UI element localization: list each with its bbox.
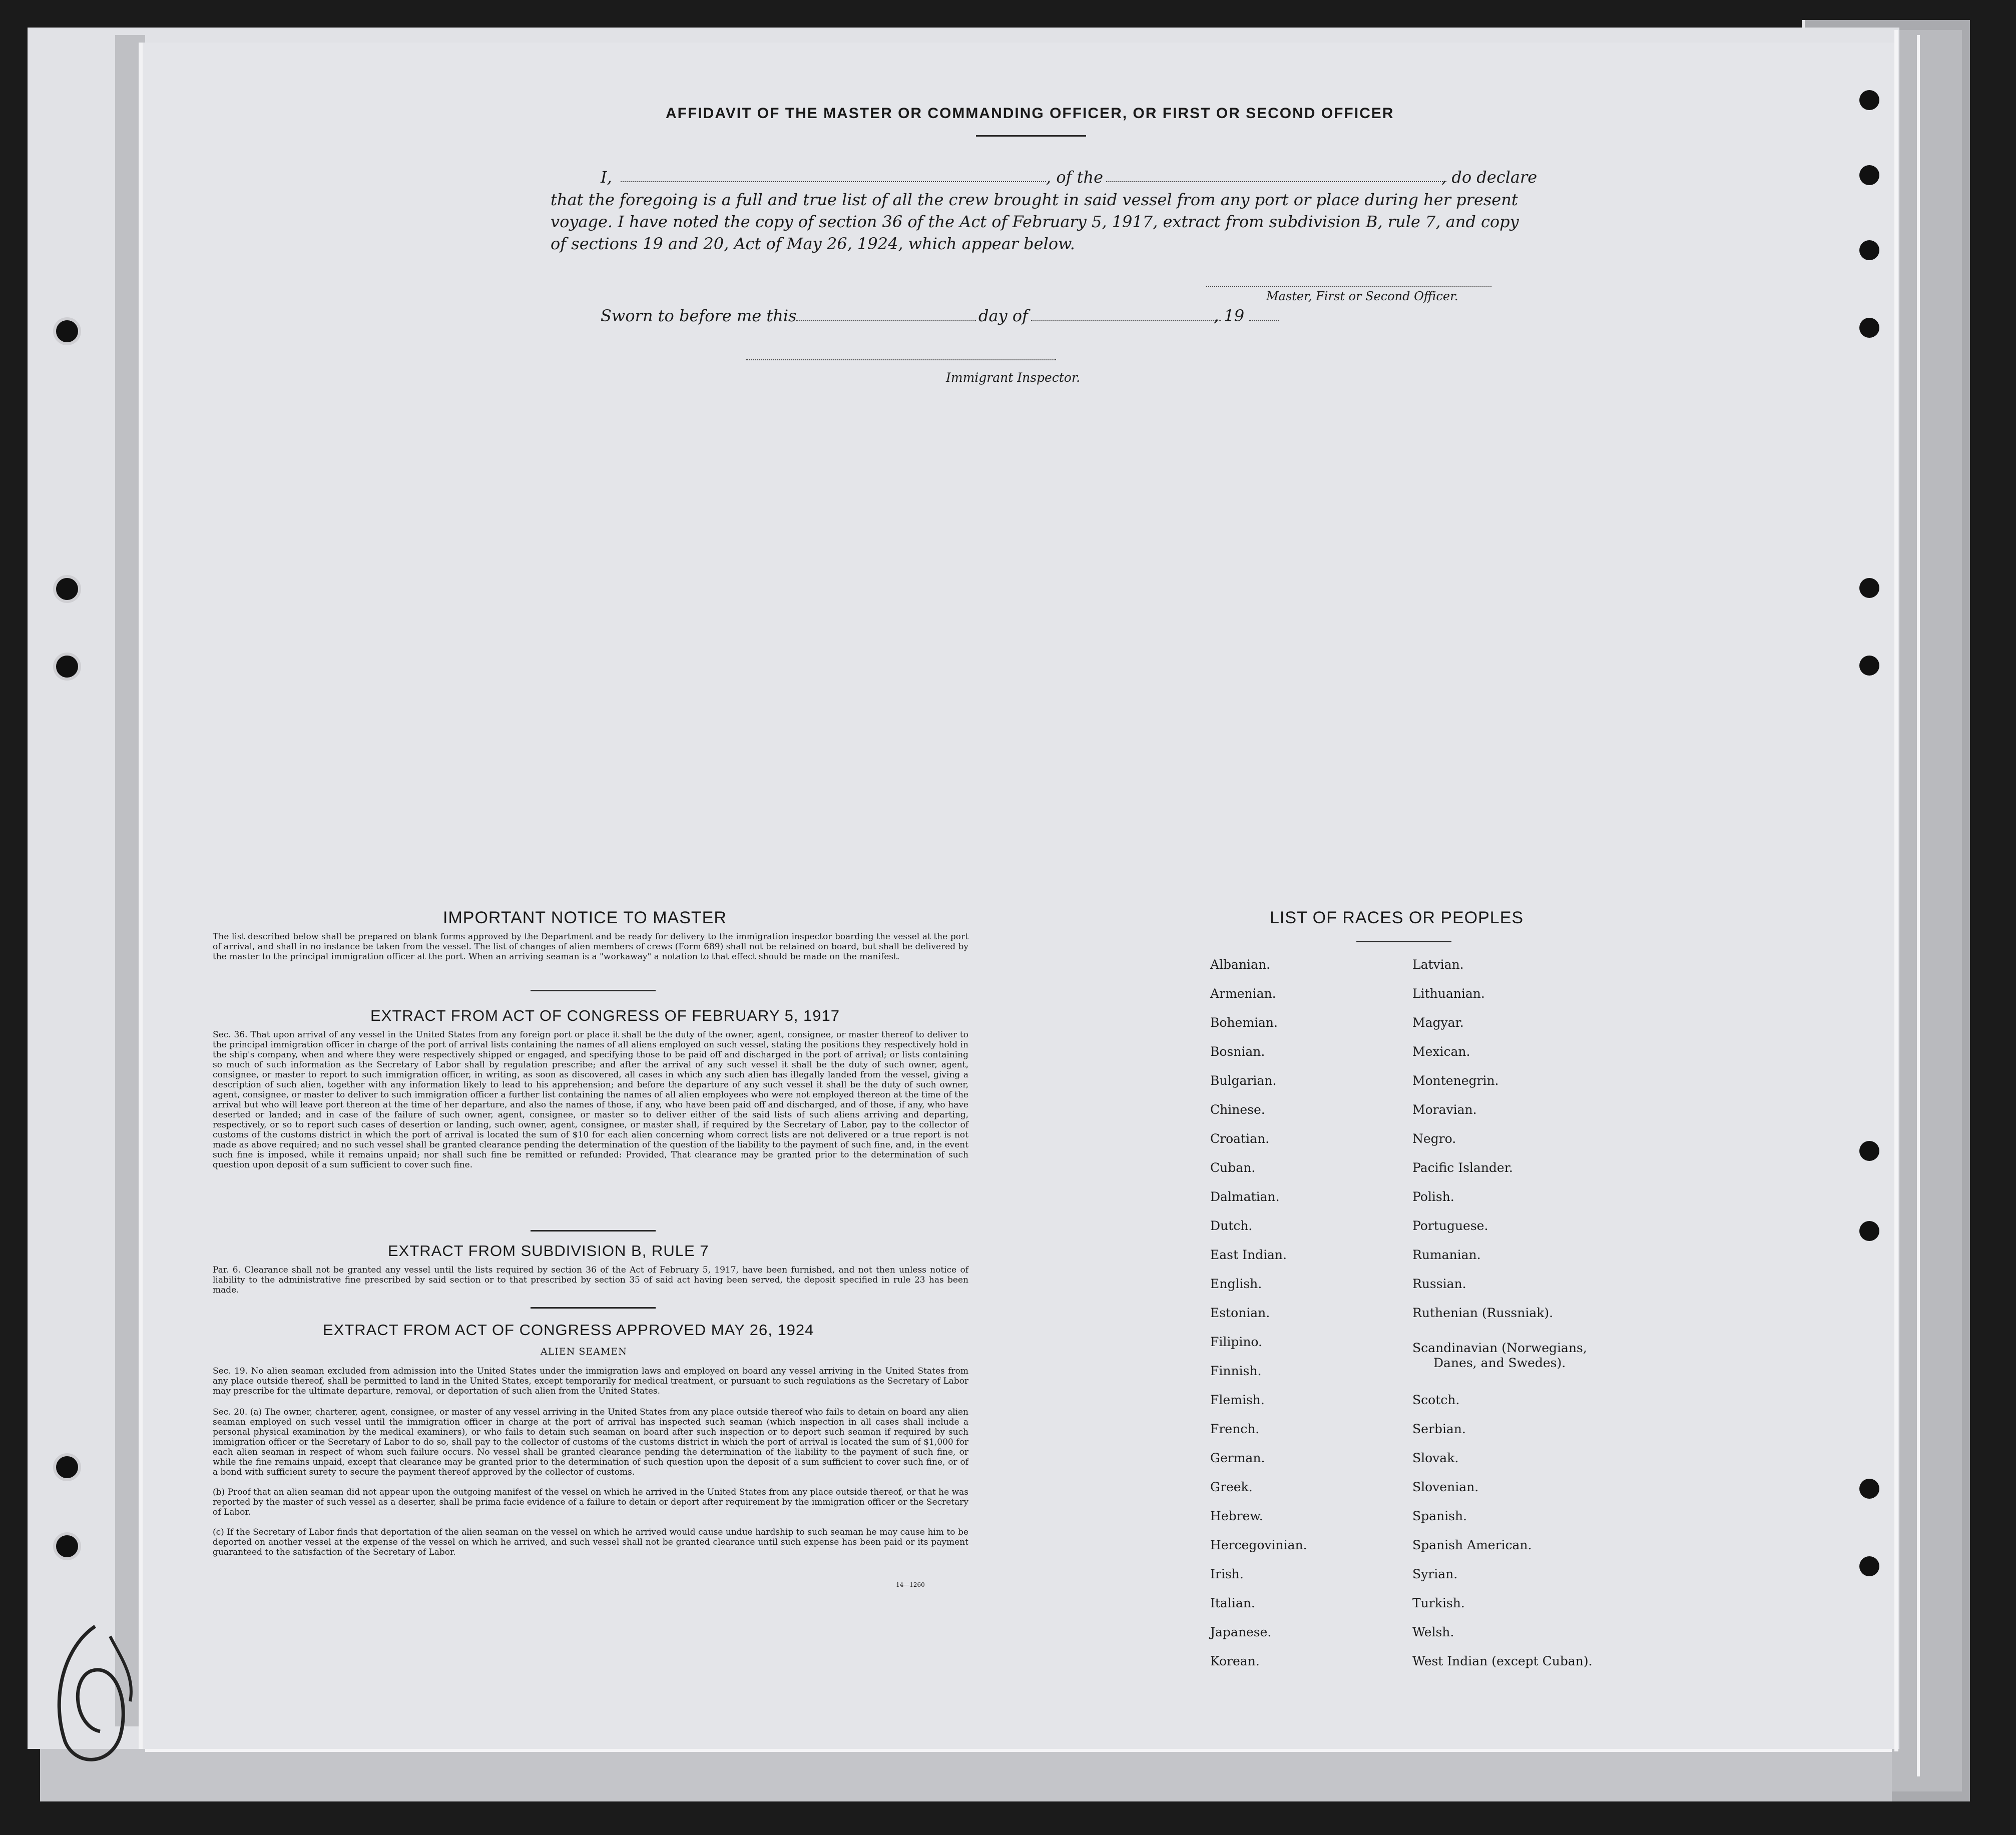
race-right-item: Magyar. [1412, 1015, 1464, 1030]
binding-shadow [115, 35, 145, 1726]
notice-title: IMPORTANT NOTICE TO MASTER [443, 908, 727, 927]
binder-hole [1859, 165, 1879, 185]
race-left-item: East Indian. [1210, 1248, 1287, 1262]
binder-hole [56, 578, 78, 600]
sworn-month-field[interactable] [1031, 320, 1221, 321]
sworn-label: Sworn to before me this [601, 306, 797, 325]
race-right-item: Serbian. [1412, 1422, 1466, 1436]
race-right-item: Slovak. [1412, 1451, 1459, 1465]
section-divider [531, 1230, 656, 1232]
declaration-line-4: of sections 19 and 20, Act of May 26, 1924, which appear below. [551, 234, 1075, 253]
extract-1924-title: EXTRACT FROM ACT OF CONGRESS APPROVED MAY 26, 1924 [323, 1321, 814, 1339]
race-right-item: Montenegrin. [1412, 1073, 1499, 1088]
binder-hole [56, 1456, 78, 1478]
binder-hole [56, 320, 78, 342]
race-right-item: Spanish American. [1412, 1538, 1532, 1552]
declare-i-label: I, [601, 168, 612, 187]
race-left-item: Armenian. [1210, 986, 1276, 1001]
race-right-item: Mexican. [1412, 1044, 1470, 1059]
notice-text: The list described below shall be prepared on blank forms approved by the Department and be ready for delivery to the immigration inspector boarding the vessel at the port of arrival, and shall in no instance be taken from the vessel. The list of changes of alien members of crews (Form 689) shall not be retained on board, but shall be delivered by the master to the principal immigration officer at the port. When an arriving seaman is a "workaway" a notation to that effect should be made on the manifest. [213, 932, 968, 962]
race-right-item: Negro. [1412, 1131, 1456, 1146]
do-declare-label: , do declare [1441, 168, 1538, 187]
race-right-item: Welsh. [1412, 1625, 1454, 1639]
race-right-item: Portuguese. [1412, 1218, 1488, 1233]
race-left-item: French. [1210, 1422, 1260, 1436]
day-of-label: day of [978, 306, 1028, 325]
sec-20a-text: Sec. 20. (a) The owner, charterer, agent, consignee, or master of any vessel arriving in the United States from any place outside thereof who fails to detain on board any alien seaman employed on such vessel until the immigration officer in charge at the port of arrival has inspected such seaman (which inspection in all cases shall include a personal physical examination by the medical examiners), or who fails to detain such seaman on board after such inspection or to deport such seaman if required by such immigration officer or the Secretary of Labor to do so, shall pay to the collector of customs of the customs district in which the port of arrival is located the sum of $1,000 for each alien seaman in respect of whom such failure occurs. No vessel shall be granted clearance pending the determination of the liability to the payment of such fine, or while the fine remains unpaid, except that clearance may be granted prior to the determination of such question upon the deposit of a sum sufficient to cover such fine, or of a bond with sufficient surety to secure the payment thereof approved by the collector of customs. [213, 1407, 968, 1477]
race-left-item: Italian. [1210, 1596, 1255, 1610]
page-edge-stripe [1917, 35, 1920, 1776]
race-left-item: Hercegovinian. [1210, 1538, 1307, 1552]
extract-rule7-text: Par. 6. Clearance shall not be granted any vessel until the lists required by section 36 of the Act of February 5, 1917, have been furnished, and not then unless notice of liability to the administrative fine prescribed by said section or to that prescribed by section 35 of said act having been served, the deposit specified in rule 23 has been made. [213, 1265, 968, 1295]
race-right-item: Syrian. [1412, 1567, 1458, 1581]
race-right-item: Spanish. [1412, 1509, 1467, 1523]
binder-hole [56, 656, 78, 678]
race-right-item: Turkish. [1412, 1596, 1465, 1610]
binder-hole [1859, 1141, 1879, 1161]
race-right-item: Lithuanian. [1412, 986, 1485, 1001]
handwritten-mark [35, 1616, 150, 1776]
section-divider [531, 990, 656, 991]
year-label: , 19 [1214, 306, 1245, 325]
race-left-item: Croatian. [1210, 1131, 1270, 1146]
title-underline [976, 135, 1086, 137]
sworn-day-field[interactable] [796, 320, 976, 321]
sworn-year-field[interactable] [1249, 320, 1279, 321]
extract-1917-title: EXTRACT FROM ACT OF CONGRESS OF FEBRUARY 5, 1917 [370, 1007, 840, 1024]
binder-hole [1859, 90, 1879, 110]
binder-hole [1859, 578, 1879, 598]
race-left-item: Bulgarian. [1210, 1073, 1277, 1088]
page-edge-stripe [1894, 30, 1898, 1751]
binder-hole [56, 1535, 78, 1557]
sec-20c-text: (c) If the Secretary of Labor finds that deportation of the alien seaman on the vessel on which he arrived would cause undue hardship to such seaman he may cause him to be deported on another vessel at the expense of the vessel on which he arrived, and such vessel shall not be granted clearance until such expense has been paid or its payment guaranteed to the satisfaction of the Secretary of Labor. [213, 1527, 968, 1557]
declaration-line-3: voyage. I have noted the copy of section 36 of the Act of February 5, 1917, extract from subdivision B, rule 7, and copy [551, 212, 1519, 231]
race-left-item: Cuban. [1210, 1160, 1256, 1175]
race-left-item: Albanian. [1210, 957, 1271, 972]
race-right-item: Ruthenian (Russniak). [1412, 1306, 1554, 1320]
extract-rule7-title: EXTRACT FROM SUBDIVISION B, RULE 7 [388, 1242, 709, 1260]
inspector-signature-line[interactable] [746, 359, 1056, 360]
race-left-item: Irish. [1210, 1567, 1244, 1581]
races-title: LIST OF RACES OR PEOPLES [1270, 908, 1524, 927]
sec-19-text: Sec. 19. No alien seaman excluded from admission into the United States under the immigration laws and employed on board any vessel arriving in the United States from any place outside thereof, shall be permitted to land in the United States, except temporarily for medical treatment, or pursuant to such regulations as the Secretary of Labor may prescribe for the ultimate departure, removal, or deportation of such alien from the United States. [213, 1366, 968, 1396]
declaration-line-2: that the foregoing is a full and true list of all the crew brought in said vessel from any port or place during her present [551, 190, 1518, 209]
master-signature-line[interactable] [1206, 286, 1491, 287]
affidavit-title: AFFIDAVIT OF THE MASTER OR COMMANDING OFFICER, OR FIRST OR SECOND OFFICER [666, 105, 1394, 122]
vessel-blank-field[interactable] [1106, 181, 1446, 182]
race-left-item: German. [1210, 1451, 1265, 1465]
race-left-item: Dalmatian. [1210, 1189, 1280, 1204]
sec-20b-text: (b) Proof that an alien seaman did not appear upon the outgoing manifest of the vessel on which he arrived in the United States from any place outside thereof, or that he was reported by the master of such vessel as a deserter, shall be prima facie evidence of a failure to detain or deport after requirement by the immigration officer or the Secretary of Labor. [213, 1487, 969, 1517]
race-right-item: Moravian. [1412, 1102, 1477, 1117]
binder-hole [1859, 318, 1879, 338]
race-right-item: Danes, and Swedes). [1433, 1356, 1566, 1370]
section-divider [531, 1307, 656, 1309]
race-left-item: Flemish. [1210, 1393, 1265, 1407]
race-left-item: Dutch. [1210, 1218, 1253, 1233]
race-left-item: English. [1210, 1277, 1262, 1291]
binder-hole [1859, 656, 1879, 676]
name-blank-field[interactable] [621, 181, 1046, 182]
binder-hole [1859, 240, 1879, 260]
binder-hole [1859, 1479, 1879, 1499]
race-left-item: Filipino. [1210, 1335, 1262, 1349]
page-edge-stripe [145, 1749, 1892, 1752]
race-right-item: Scotch. [1412, 1393, 1460, 1407]
race-left-item: Bohemian. [1210, 1015, 1278, 1030]
race-left-item: Estonian. [1210, 1306, 1270, 1320]
extract-1917-text: Sec. 36. That upon arrival of any vessel in the United States from any foreign port or place it shall be the duty of the owner, agent, consignee, or master thereof to deliver to the principal immigration officer in charge of the port of arrival lists containing the names of all aliens employed on such vessel, stating the positions they respectively hold in the ship's company, when and where they were respectively shipped or engaged, and specifying those to be paid off and discharged in the port of arrival; or lists containing so much of such information as the Secretary of Labor shall by regulation prescribe; and after the arrival of any such vessel it shall be the duty of such owner, agent, consignee, or master to report to such immigration officer, in writing, as soon as discovered, all cases in which any such alien has illegally landed from the vessel, giving a description of such alien, together with any information likely to lead to his apprehension; and before the departure of any such vessel it shall be the duty of such owner, agent, consignee, or master to deliver to such immigration officer a further list containing the names of all alien employees who were not employed thereon at the time of the arrival but who will leave port thereon at the time of her departure, and also the names of those, if any, who have been paid off and discharged, and of those, if any, who have deserted or landed; and in case of the failure of such owner, agent, consignee, or master so to deliver either of the said lists of such aliens arriving and departing, respectively, or so to report such cases of desertion or landing, such owner, agent, consignee, or master shall, if required by the Secretary of Labor, pay to the collector of customs of the customs district in which the port of arrival is located the sum of $10 for each alien concerning whom correct lists are not delivered or a true report is not made as above required; and no such vessel shall be granted clearance pending the determination of the question of the liability to the payment of such fine, and, in the event such fine is imposed, while it remains unpaid; nor shall such fine be remitted or refunded: Provided, That clearance may be granted prior to the determination of such question upon deposit of a sum sufficient to cover such fine. [213, 1030, 968, 1170]
race-left-item: Chinese. [1210, 1102, 1265, 1117]
race-right-item: Russian. [1412, 1277, 1466, 1291]
race-right-item: Rumanian. [1412, 1248, 1481, 1262]
race-left-item: Bosnian. [1210, 1044, 1265, 1059]
race-right-item: Scandinavian (Norwegians, [1412, 1341, 1587, 1355]
race-right-item: Slovenian. [1412, 1480, 1479, 1494]
race-right-item: West Indian (except Cuban). [1412, 1654, 1593, 1668]
race-right-item: Pacific Islander. [1412, 1160, 1513, 1175]
race-left-item: Greek. [1210, 1480, 1253, 1494]
race-left-item: Japanese. [1210, 1625, 1272, 1639]
race-right-item: Polish. [1412, 1189, 1454, 1204]
binder-hole [1859, 1221, 1879, 1241]
inspector-label: Immigrant Inspector. [946, 370, 1081, 385]
form-number: 14—1260 [896, 1581, 925, 1588]
race-left-item: Korean. [1210, 1654, 1260, 1668]
master-signature-label: Master, First or Second Officer. [1266, 289, 1458, 303]
race-left-item: Hebrew. [1210, 1509, 1263, 1523]
race-left-item: Finnish. [1210, 1364, 1262, 1378]
of-the-label: , of the [1046, 168, 1104, 187]
race-right-item: Latvian. [1412, 957, 1464, 972]
races-underline [1356, 941, 1451, 942]
binder-hole [1859, 1556, 1879, 1576]
alien-seamen-subtitle: ALIEN SEAMEN [541, 1346, 627, 1357]
